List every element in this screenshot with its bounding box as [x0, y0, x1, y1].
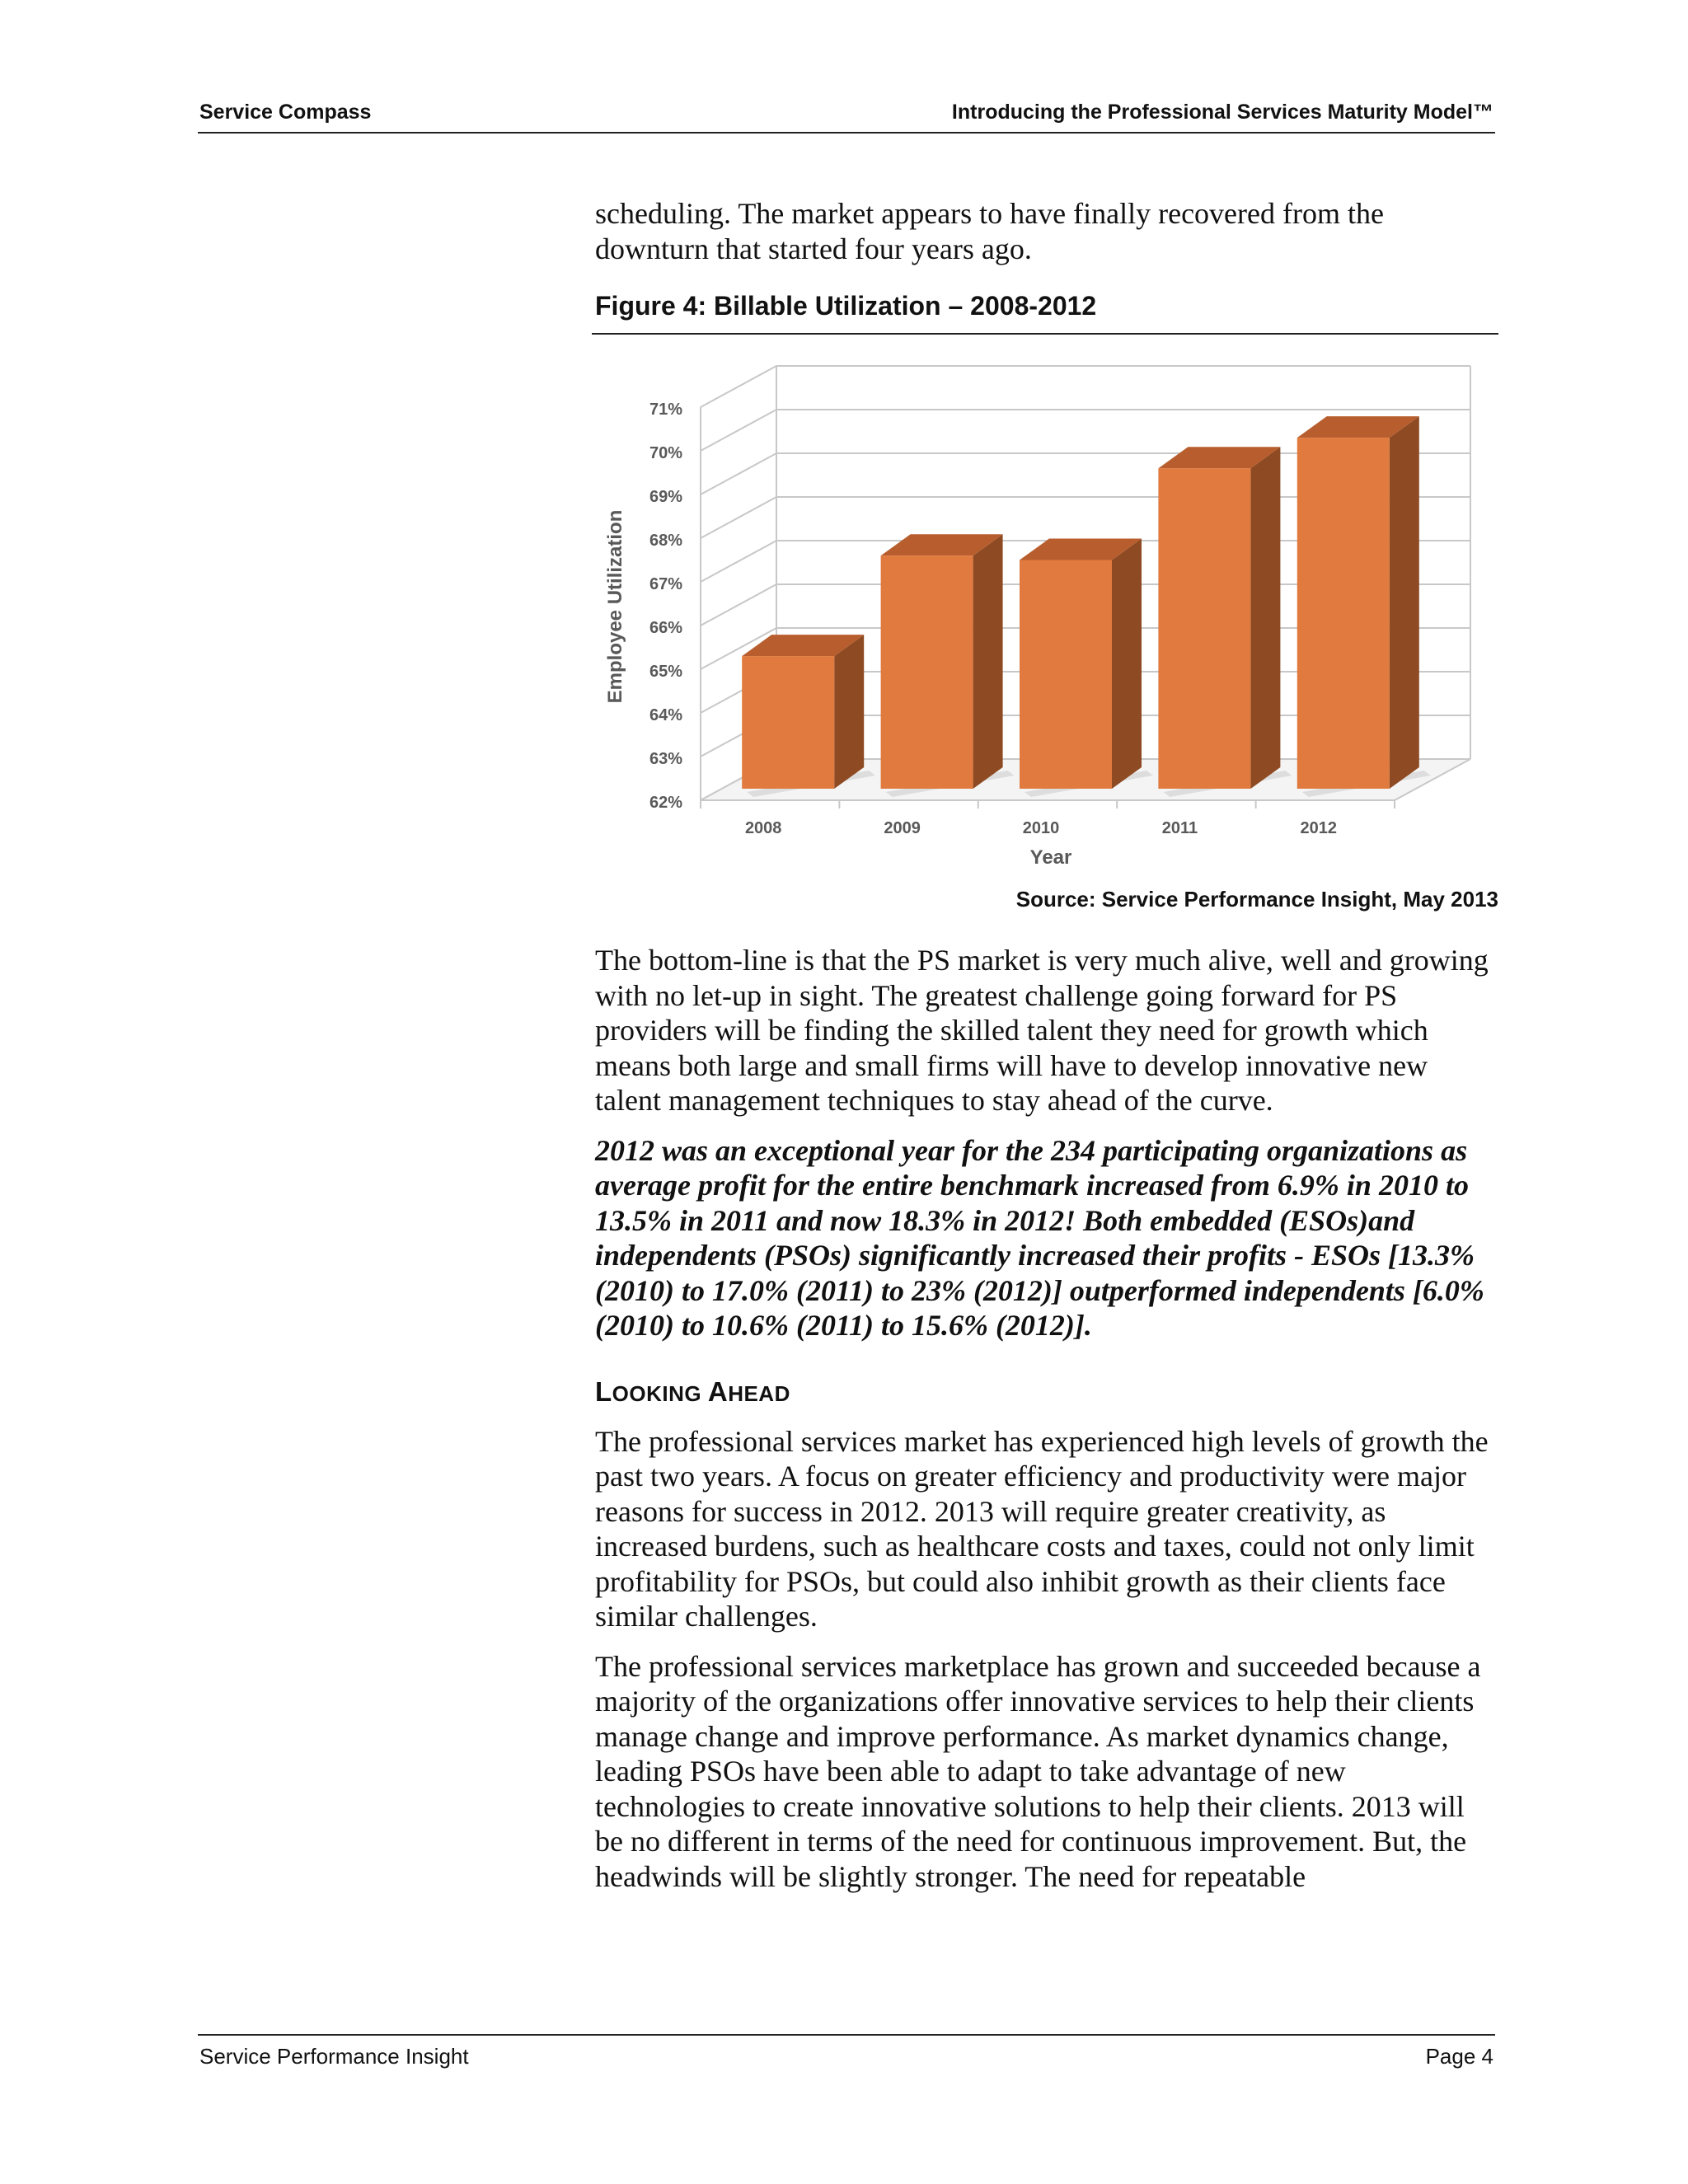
heading-smallcaps-1: OOKING	[612, 1380, 708, 1406]
bar-front	[1297, 438, 1390, 789]
figure-caption: Figure 4: Billable Utilization – 2008-2012	[592, 291, 1498, 335]
paragraph-highlight: 2012 was an exceptional year for the 234 participating organizations as average profit for the entire benchmark increased from 6.9% in 2010 to 13.5% in 2011 and now 18.3% in 2012! Both embedded (ESOs)and independents (PSOs) significantly increased their profits - ESOs [13.3% (2010) to 17.0% (2011) to 23% (2012)] outperformed independents [6.0% (2010) to 10.6% (2011) to 15.6% (2012)].	[595, 1133, 1484, 1342]
y-tick-label: 71%	[649, 401, 682, 419]
paragraph-looking-ahead-2: The professional services marketplace has grown and succeeded because a majority of the organizations offer innovative services to help their clients manage change and improve performance. As market dynamics change, leading PSOs have been able to adapt to take advantage of new technologies to create innovative solutions to help their clients. 2013 will be no different in terms of the need for continuous improvement. But, the headwinds will be slightly stronger. The need for repeatable	[595, 1649, 1481, 1893]
gridline-side	[701, 453, 776, 494]
paragraph-looking-ahead-1: The professional services market has experienced high levels of growth the past two years. A focus on greater efficiency and productivity were major reasons for success in 2012. 2013 will require greater creativity, as increased burdens, such as healthcare costs and taxes, could not only limit profitability for PSOs, but could also inhibit growth as their clients face similar challenges.	[595, 1424, 1489, 1633]
chart-bars	[742, 416, 1431, 797]
paragraph-intro: scheduling. The market appears to have finally recovered from the downturn that started four years ago.	[595, 197, 1384, 265]
x-tick-label: 2008	[744, 819, 782, 837]
header-title-left: Service Compass	[199, 101, 372, 124]
x-tick-label: 2009	[884, 819, 921, 837]
x-tick-label: 2011	[1161, 819, 1198, 837]
y-tick-label: 65%	[649, 663, 682, 681]
main-content	[595, 196, 1498, 1894]
bar-side	[1112, 539, 1142, 790]
page-header	[198, 97, 1495, 134]
paragraph-bottom-line: The bottom-line is that the PS market is very much alive, well and growing with no let-up in sight. The greatest challenge going forward for PS providers will be finding the skilled talent they need for growth which means both large and small firms will have to develop innovative new talent management techniques to stay ahead of the curve.	[595, 944, 1489, 1117]
bar-front	[1158, 468, 1250, 789]
y-tick-label: 64%	[649, 706, 682, 724]
bar-side	[834, 635, 864, 789]
y-tick-label: 70%	[649, 444, 682, 462]
bar-front	[1020, 560, 1112, 790]
section-heading-looking-ahead	[595, 1376, 1495, 1408]
x-axis-title: Year	[1029, 846, 1072, 869]
heading-initial-1: L	[595, 1376, 612, 1407]
x-tick-label: 2012	[1300, 819, 1338, 837]
bar-side	[973, 534, 1003, 789]
heading-initial-2: A	[707, 1376, 729, 1407]
gridline-side	[701, 410, 776, 451]
gridline-side	[701, 584, 776, 626]
footer-publisher: Service Performance Insight	[199, 2044, 469, 2069]
page-footer	[198, 2034, 1495, 2069]
utilization-chart	[595, 335, 1495, 887]
y-tick-label: 66%	[649, 619, 682, 637]
y-axis-title: Employee Utilization	[604, 509, 626, 704]
chart-svg	[595, 335, 1495, 887]
bar-side	[1250, 447, 1280, 789]
y-tick-label: 62%	[649, 794, 682, 812]
x-tick-label: 2010	[1022, 819, 1060, 837]
y-tick-label: 68%	[649, 532, 682, 550]
header-title-right: Introducing the Professional Services Maturity Model™	[951, 101, 1493, 124]
y-tick-label: 63%	[649, 750, 682, 768]
bar-side	[1390, 416, 1419, 789]
y-tick-label: 67%	[649, 575, 682, 593]
bar-front	[742, 656, 834, 789]
heading-smallcaps-2: HEAD	[728, 1380, 790, 1406]
footer-page-number: Page 4	[1425, 2044, 1493, 2069]
figure-source: Source: Service Performance Insight, May 2013	[1015, 887, 1498, 912]
y-tick-label: 69%	[649, 488, 682, 506]
bar-front	[881, 555, 973, 789]
gridline-side	[701, 366, 776, 407]
gridline-side	[701, 541, 776, 582]
gridline-side	[701, 497, 776, 538]
